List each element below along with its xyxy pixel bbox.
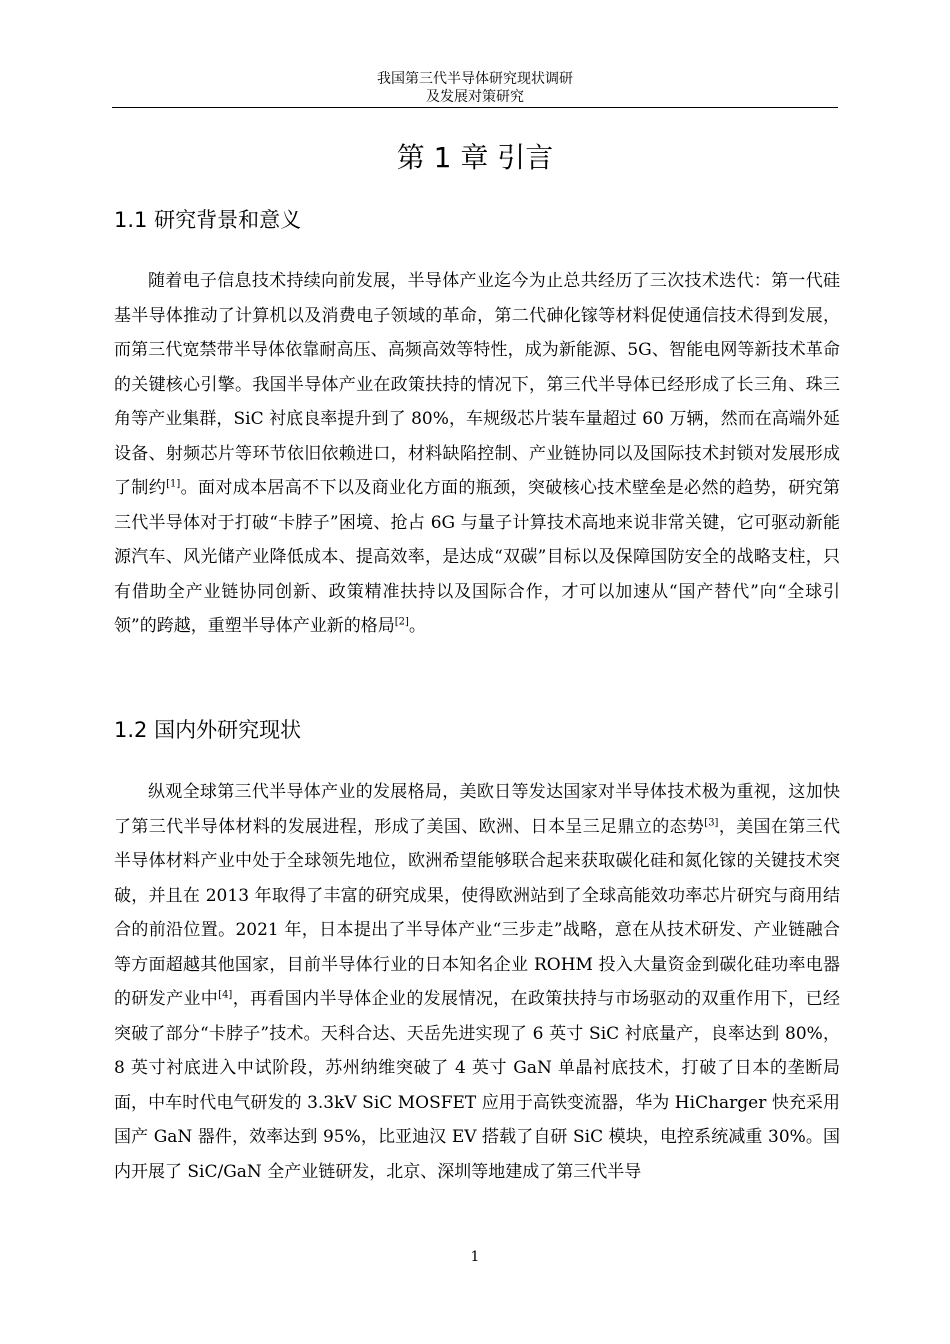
paragraph-text: ，再看国内半导体企业的发展情况，在政策扶持与市场驱动的双重作用下，已经突破了部分“卡脖子”技术。天科合达、天岳先进实现了 6 英寸 SiC 衬底量产，良率达到 80%，8 英寸衬底进入中试阶段，苏州纳维突破了 4 英寸 GaN 单晶衬底技术，打破了日本的垄断局面，中车时代电气研发的 3.3kV SiC MOSFET 应用于高铁变流器，华为 HiCharger 快充采用国产 GaN 器件，效率达到 95%，比亚迪汉 EV 搭载了自研 SiC 模块，电控系统减重 30%。国内开展了 SiC/GaN 全产业链研发，北京、深圳等地建成了第三代半导 (114, 989, 841, 1182)
citation-ref: [3] (704, 816, 719, 828)
running-header (112, 70, 838, 106)
section-heading-1-1: 1.1 研究背景和意义 (114, 208, 302, 232)
section-heading-1-2: 1.2 国内外研究现状 (114, 718, 302, 742)
paragraph-text: 。 (408, 616, 426, 636)
citation-ref: [4] (218, 989, 233, 1001)
running-header-line-2: 及发展对策研究 (426, 89, 524, 105)
paragraph-text: 。面对成本居高不下以及商业化方面的瓶颈，突破核心技术壁垒是必然的趋势，研究第三代半导体对于打破“卡脖子”困境、抢占 6G 与量子计算技术高地来说非常关键，它可驱动新能源汽车、风光储产业降低成本、提高效率，是达成“双碳”目标以及保障国防安全的战略支柱，只有借助全产业链协同创新、政策精准扶持以及国际合作，才可以加速从“国产替代”向“全球引领”的跨越，重塑半导体产业新的格局 (114, 478, 841, 636)
chapter-title: 第 1 章 引言 (396, 141, 554, 174)
header-rule (112, 107, 838, 108)
paragraph-text: 纵观全球第三代半导体产业的发展格局，美欧日等发达国家对半导体技术极为重视，这加快了第三代半导体材料的发展进程，形成了美国、欧洲、日本呈三足鼎立的态势 (114, 782, 840, 837)
citation-ref: [1] (166, 478, 181, 490)
section-1-2-paragraph (114, 775, 840, 1189)
citation-ref: [2] (394, 616, 409, 628)
page-number: 1 (470, 1249, 480, 1265)
paragraph-text: ，美国在第三代半导体材料产业中处于全球领先地位，欧洲希望能够联合起来获取碳化硅和氮化镓的关键技术突破，并且在 2013 年取得了丰富的研究成果，使得欧洲站到了全球高能效功率芯片研究与商用结合的前沿位置。2021 年，日本提出了半导体产业“三步走”战略，意在从技术研发、产业链融合等方面超越其他国家，目前半导体行业的日本知名企业 ROHM 投入大量资金到碳化硅功率电器的研发产业中 (114, 816, 841, 1009)
running-header-line-1: 我国第三代半导体研究现状调研 (377, 71, 573, 87)
section-1-1-paragraph (114, 264, 840, 644)
paragraph-text: 随着电子信息技术持续向前发展，半导体产业迄今为止总共经历了三次技术迭代：第一代硅基半导体推动了计算机以及消费电子领域的革命，第二代砷化镓等材料促使通信技术得到发展，而第三代宽禁带半导体依靠耐高压、高频高效等特性，成为新能源、5G、智能电网等新技术革命的关键核心引擎。我国半导体产业在政策扶持的情况下，第三代半导体已经形成了长三角、珠三角等产业集群，SiC 衬底良率提升到了 80%，车规级芯片装车量超过 60 万辆，然而在高端外延设备、射频芯片等环节依旧依赖进口，材料缺陷控制、产业链协同以及国际技术封锁对发展形成了制约 (114, 271, 840, 498)
